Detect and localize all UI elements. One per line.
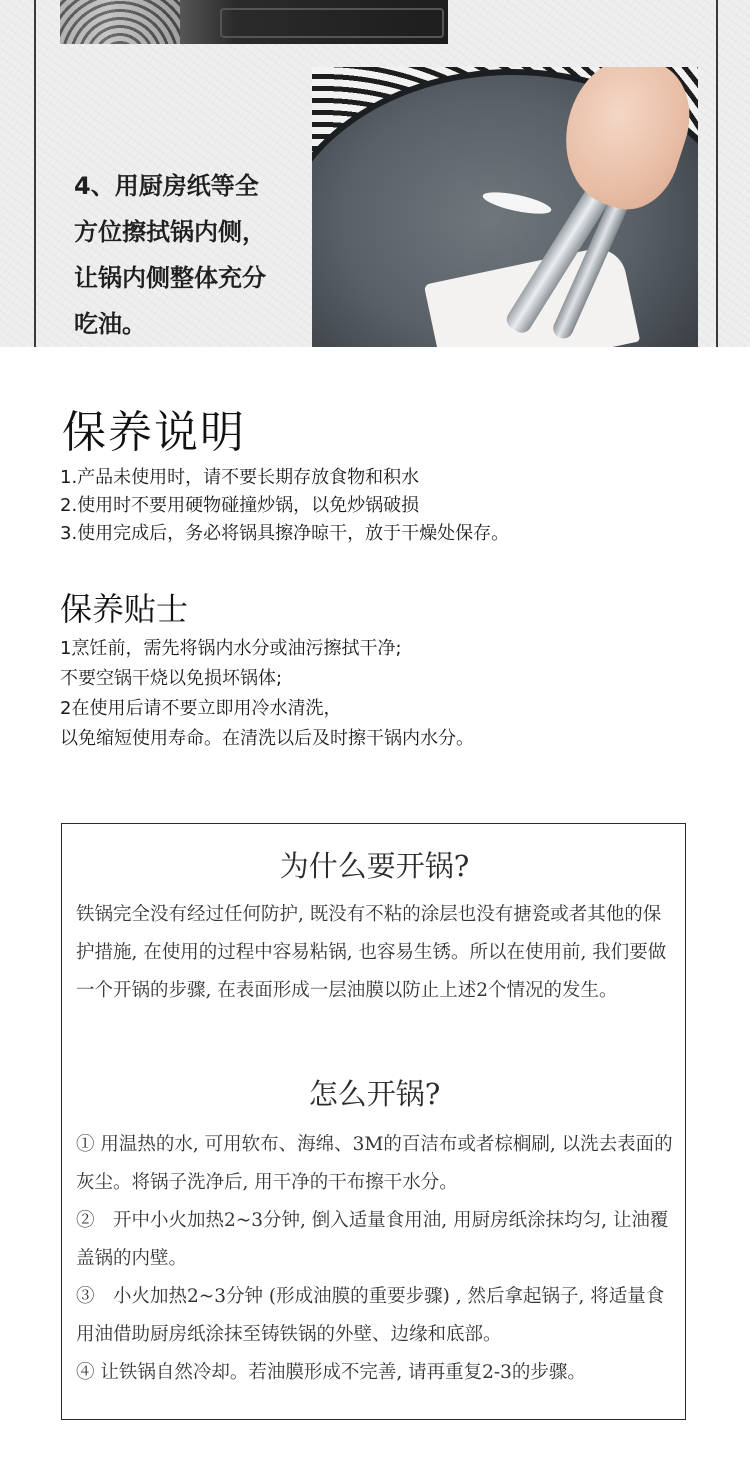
how-step: ③ 小火加热2~3分钟 (形成油膜的重要步骤) , 然后拿起锅子, 将适量食用油借助厨房纸涂抹至铸铁锅的外壁、边缘和底部。 xyxy=(76,1286,665,1345)
why-heading: 为什么要开锅? xyxy=(279,849,470,883)
step-banner xyxy=(0,0,750,347)
tips-item: 1烹饪前，需先将锅内水分或油污擦拭干净; xyxy=(60,638,402,659)
frame-line-right xyxy=(716,0,718,347)
how-heading: 怎么开锅? xyxy=(308,1077,441,1111)
how-steps-list xyxy=(76,1126,676,1392)
step-4-text: 4、用厨房纸等全 方位擦拭锅内侧， 让锅内侧整体充分 吃油。 xyxy=(74,172,266,338)
care-item: 1.产品未使用时，请不要长期存放食物和积水 xyxy=(60,467,420,488)
tips-list xyxy=(60,634,474,754)
care-item: 2.使用时不要用硬物碰撞炒锅，以免炒锅破损 xyxy=(60,495,420,516)
why-paragraph: 铁锅完全没有经过任何防护, 既没有不粘的涂层也没有搪瓷或者其他的保护措施, 在使用的过程中容易粘锅, 也容易生锈。所以在使用前, 我们要做一个开锅的步骤, 在表面形成一层油膜以防止上述2个情况的发生。 xyxy=(76,904,667,1001)
seasoning-info-box xyxy=(61,823,686,1420)
frame-line-left xyxy=(34,0,36,347)
how-step: ① 用温热的水, 可用软布、海绵、3M的百洁布或者棕榈刷, 以洗去表面的灰尘。将锅子洗净后, 用干净的干布擦干水分。 xyxy=(76,1134,673,1193)
how-step: ④ 让铁锅自然冷却。若油膜形成不完善, 请再重复2-3的步骤。 xyxy=(76,1362,586,1383)
tips-item: 2在使用后请不要立即用冷水清洗， xyxy=(60,698,342,719)
how-step: ② 开中小火加热2~3分钟, 倒入适量食用油, 用厨房纸涂抹均匀, 让油覆盖锅的内壁。 xyxy=(76,1210,669,1269)
tips-item: 以免缩短使用寿命。在清洗以后及时擦干锅内水分。 xyxy=(60,728,474,749)
care-title: 保养说明 xyxy=(62,407,246,458)
previous-step-photo xyxy=(60,0,448,44)
care-item: 3.使用完成后，务必将锅具擦净晾干，放于干燥处保存。 xyxy=(60,523,510,544)
wok-wiping-photo xyxy=(312,67,698,347)
tips-title: 保养贴士 xyxy=(60,590,189,628)
tips-item: 不要空锅干烧以免损坏锅体; xyxy=(60,668,283,689)
care-list xyxy=(60,464,509,548)
